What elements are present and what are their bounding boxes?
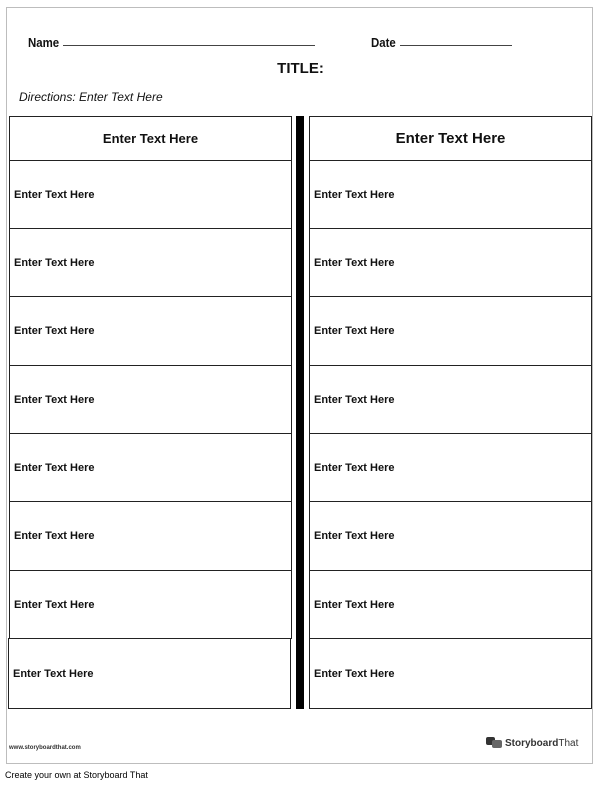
storyboardthat-logo[interactable] — [486, 737, 578, 749]
right-row[interactable]: Enter Text Here — [309, 228, 592, 297]
name-label: Name — [28, 35, 60, 50]
page-title[interactable]: TITLE: — [277, 60, 324, 77]
left-row[interactable]: Enter Text Here — [9, 433, 292, 502]
name-line[interactable] — [63, 45, 315, 46]
right-row[interactable]: Enter Text Here — [309, 638, 592, 709]
right-row[interactable]: Enter Text Here — [309, 501, 592, 571]
right-row[interactable]: Enter Text Here — [309, 365, 592, 434]
left-row[interactable]: Enter Text Here — [9, 365, 292, 434]
left-row[interactable]: Enter Text Here — [9, 228, 292, 297]
footer-url[interactable]: www.storyboardthat.com — [9, 745, 81, 751]
right-row[interactable]: Enter Text Here — [309, 160, 592, 229]
date-label: Date — [371, 35, 396, 50]
column-divider — [296, 116, 304, 709]
left-row[interactable]: Enter Text Here — [9, 160, 292, 229]
right-row[interactable]: Enter Text Here — [309, 296, 592, 366]
left-row[interactable]: Enter Text Here — [9, 501, 292, 571]
left-row[interactable]: Enter Text Here — [9, 296, 292, 366]
left-row[interactable]: Enter Text Here — [8, 638, 291, 709]
logo-brand: Storyboard — [505, 737, 559, 749]
logo-text — [505, 738, 578, 749]
left-column-heading[interactable]: Enter Text Here — [9, 116, 292, 161]
directions-text[interactable]: Directions: Enter Text Here — [19, 90, 163, 104]
right-row[interactable]: Enter Text Here — [309, 570, 592, 639]
right-row[interactable]: Enter Text Here — [309, 433, 592, 502]
worksheet-page — [6, 7, 593, 764]
create-your-own-caption[interactable]: Create your own at Storyboard That — [5, 770, 148, 780]
logo-suffix: That — [558, 737, 579, 749]
date-line[interactable] — [400, 45, 512, 46]
left-row[interactable]: Enter Text Here — [9, 570, 292, 639]
speech-bubbles-icon — [486, 737, 502, 749]
right-column-heading[interactable]: Enter Text Here — [309, 116, 592, 161]
